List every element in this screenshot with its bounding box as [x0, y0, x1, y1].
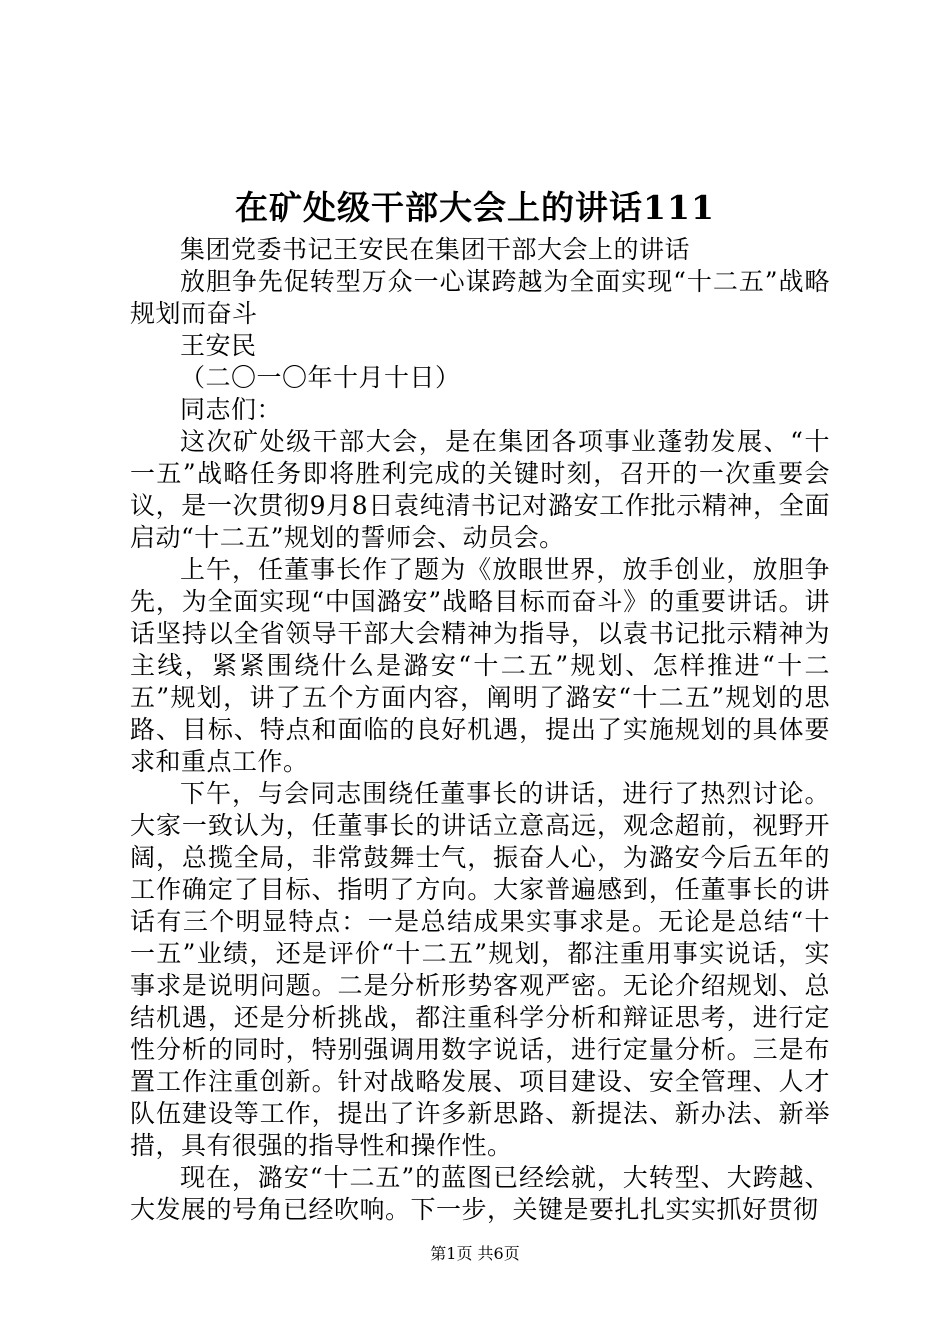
paragraph-body: 这次矿处级干部大会，是在集团各项事业蓬勃发展、“十一五”战略任务即将胜利完成的关键时刻，召开的一次重要会议，是一次贯彻9月8日袁纯清书记对潞安工作批示精神，全面启动“十二五”规划的誓师会、动员会。	[130, 427, 830, 552]
paragraph-heading: 放胆争先促转型万众一心谋跨越为全面实现“十二五”战略规划而奋斗	[130, 267, 830, 328]
paragraph-body: 上午，任董事长作了题为《放眼世界，放手创业，放胆争先，为全面实现“中国潞安”战略目标而奋斗》的重要讲话。讲话坚持以全省领导干部大会精神为指导，以袁书记批示精神为主线，紧紧围绕什么是潞安“十二五”规划、怎样推进“十二五”规划，讲了五个方面内容，阐明了潞安“十二五”规划的思路、目标、特点和面临的良好机遇，提出了实施规划的具体要求和重点工作。	[130, 555, 830, 776]
paragraph-author: 王安民	[180, 331, 257, 360]
document-body	[130, 234, 830, 1226]
paragraph-subtitle: 集团党委书记王安民在集团干部大会上的讲话	[180, 235, 691, 264]
document-title: 在矿处级干部大会上的讲话111	[235, 188, 715, 227]
paragraph-date: （二〇一〇年十月十日）	[180, 363, 461, 392]
paragraph-salutation: 同志们：	[180, 395, 283, 424]
paragraph-body: 现在，潞安“十二五”的蓝图已经绘就，大转型、大跨越、大发展的号角已经吹响。下一步，关键是要扎扎实实抓好贯彻	[130, 1163, 830, 1224]
paragraph-body: 下午，与会同志围绕任董事长的讲话，进行了热烈讨论。大家一致认为，任董事长的讲话立意高远，观念超前，视野开阔，总揽全局，非常鼓舞士气，振奋人心，为潞安今后五年的工作确定了目标、指明了方向。大家普遍感到，任董事长的讲话有三个明显特点：一是总结成果实事求是。无论是总结“十一五”业绩，还是评价“十二五”规划，都注重用事实说话，实事求是说明问题。二是分析形势客观严密。无论介绍规划、总结机遇，还是分析挑战，都注重科学分析和辩证思考，进行定性分析的同时，特别强调用数字说话，进行定量分析。三是布置工作注重创新。针对战略发展、项目建设、安全管理、人才队伍建设等工作，提出了许多新思路、新提法、新办法、新举措，具有很强的指导性和操作性。	[130, 779, 830, 1160]
page-number-footer: 第1页 共6页	[430, 1244, 520, 1263]
